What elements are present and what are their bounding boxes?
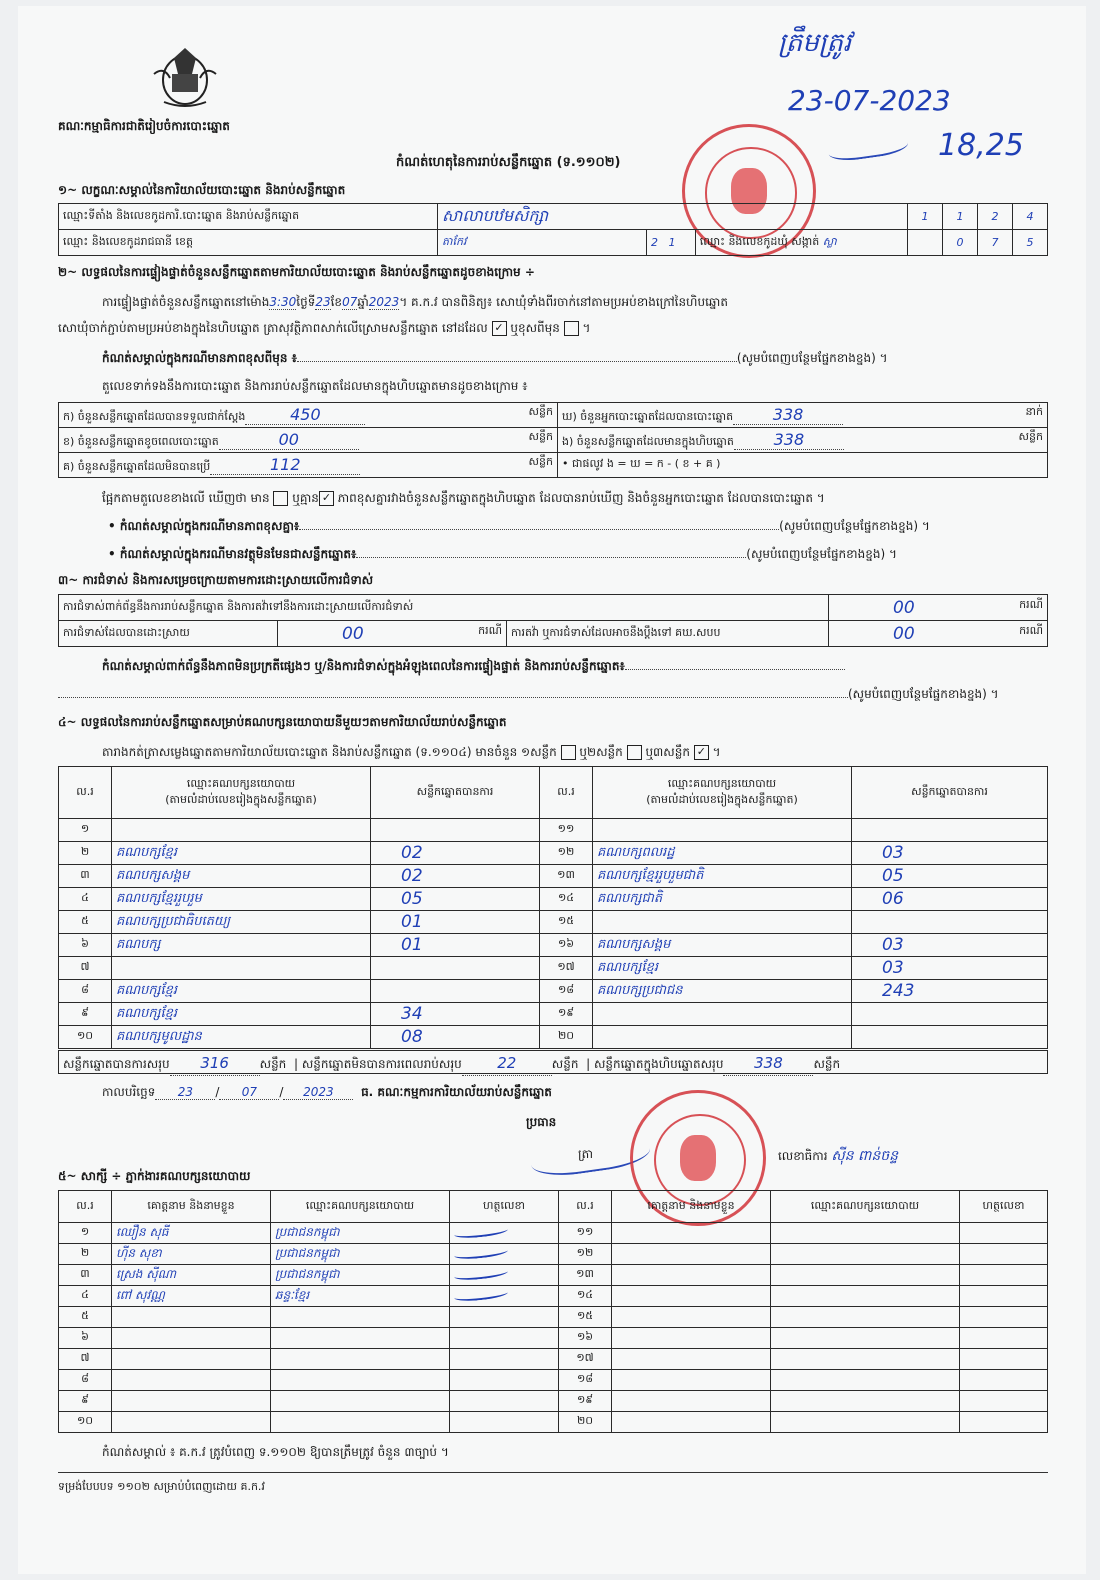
witness-name bbox=[612, 1244, 771, 1265]
row-no: ៤ bbox=[59, 888, 112, 911]
secretary-line: លេខាធិការ ស៊ីន ពាន់ចន្ទ bbox=[778, 1148, 899, 1164]
witness-signature bbox=[960, 1370, 1048, 1391]
objections-table bbox=[58, 594, 1048, 647]
party-name: គណបក្ស bbox=[112, 934, 371, 957]
witness-name: ពៅ សុវណ្ណ bbox=[112, 1286, 271, 1307]
witness-signature bbox=[450, 1223, 559, 1244]
party-name: គណបក្សខ្មែរ bbox=[112, 1003, 371, 1026]
resolved-count: 00 ករណី bbox=[278, 621, 507, 647]
col-no: ល.រ bbox=[59, 767, 112, 819]
figures-intro: តួលេខទាក់ទងនឹងការបោះឆ្នោត និងការរាប់សន្លឹកឆ្នោតដែលមានក្នុងហិបឆ្នោតមានដូចខាងក្រោម ៖ bbox=[102, 379, 528, 393]
witness-signature bbox=[960, 1349, 1048, 1370]
section4-title: ៤~ លទ្ធផលនៃការរាប់សន្លឹកឆ្នោតសម្រាប់គណបក្សនយោបាយនីមួយៗតាមការិយាល័យរាប់សន្លឹកឆ្នោត bbox=[58, 715, 507, 729]
party-name: គណបក្សខ្មែរ bbox=[112, 842, 371, 865]
witness-signature bbox=[450, 1391, 559, 1412]
location-digit-1: 1 bbox=[908, 204, 943, 230]
difference-remark: • កំណត់សម្គាល់ក្នុងករណីមានភាពខុសគ្នា៖ (សូមបំពេញបន្ថែមផ្នែកខាងខ្នង) ។ bbox=[108, 519, 930, 533]
row-no: ៥ bbox=[59, 911, 112, 934]
witness-no: ១៦ bbox=[559, 1328, 612, 1349]
party-name: គណបក្សមូលដ្ឋាន bbox=[112, 1026, 371, 1049]
party-result-row bbox=[59, 888, 1048, 911]
witness-no: ១ bbox=[59, 1223, 112, 1244]
row-no: ២០ bbox=[540, 1026, 593, 1049]
witness-party bbox=[771, 1370, 960, 1391]
signature-scribble bbox=[454, 1245, 509, 1261]
spoiled-ballots: ខ) ចំនួនសន្លឹកឆ្នោតខូចពេលបោះឆ្នោត 00 សន្លឹក bbox=[59, 428, 558, 453]
party-votes: 03 bbox=[852, 934, 1048, 957]
section2-title: ២~ លទ្ធផលនៃការផ្ទៀងផ្ទាត់ចំនួនសន្លឹកឆ្នោតតាមការិយាល័យបោះឆ្នោត និងរាប់សន្លឹកឆ្នោតដូចខាងក្រោម ÷ bbox=[58, 265, 535, 279]
difference-note: កំណត់សម្គាល់ក្នុងករណីមានភាពខុសពីមុន ៖ (សូមបំពេញបន្ថែមផ្នែកខាងខ្នង) ។ bbox=[102, 351, 888, 365]
party-name: គណបក្សខ្មែរ bbox=[593, 957, 852, 980]
witness-no: ៣ bbox=[59, 1265, 112, 1286]
witness-signature bbox=[450, 1265, 559, 1286]
w-col-party: ឈ្មោះគណបក្សនយោបាយ bbox=[271, 1191, 450, 1223]
province-digits: 2 1 bbox=[647, 230, 696, 256]
witness-no: ៧ bbox=[59, 1349, 112, 1370]
signature-scribble bbox=[454, 1266, 509, 1282]
party-result-row bbox=[59, 911, 1048, 934]
row-no: ១១ bbox=[540, 819, 593, 842]
witness-no: ១៥ bbox=[559, 1307, 612, 1328]
witness-name bbox=[612, 1223, 771, 1244]
form-title: កំណត់ហេតុនៃការរាប់សន្លឹកឆ្នោត (ទ.១១០២) bbox=[396, 155, 621, 170]
party-votes: 34 bbox=[371, 1003, 540, 1026]
party-name bbox=[593, 819, 852, 842]
witness-no: ១៣ bbox=[559, 1265, 612, 1286]
row-no: ១៦ bbox=[540, 934, 593, 957]
witness-no: ១៨ bbox=[559, 1370, 612, 1391]
witness-party bbox=[271, 1370, 450, 1391]
witness-table bbox=[58, 1190, 1048, 1433]
w-col-name-2: គោត្តនាម និងនាមខ្លួន bbox=[612, 1191, 771, 1223]
witness-name bbox=[112, 1328, 271, 1349]
commune-digit-1: 0 bbox=[943, 230, 978, 256]
party-votes: 06 bbox=[852, 888, 1048, 911]
witness-signature bbox=[960, 1265, 1048, 1286]
witness-signature bbox=[450, 1412, 559, 1433]
witness-row bbox=[59, 1370, 1048, 1391]
witness-signature bbox=[960, 1412, 1048, 1433]
location-value: សាលាបឋមសិក្សា bbox=[438, 204, 908, 230]
section5-title: ៥~ សាក្សី ÷ ភ្នាក់ងារគណបក្សនយោបាយ bbox=[58, 1169, 251, 1183]
footer-note: កំណត់សម្គាល់ ៖ គ.ក.វ ត្រូវបំពេញ ទ.១១០២ ឱ្យបានត្រឹមត្រូវ ចំនួន ៣ច្បាប់ ។ bbox=[102, 1445, 449, 1459]
witness-signature bbox=[960, 1307, 1048, 1328]
witness-no: ១១ bbox=[559, 1223, 612, 1244]
witness-signature bbox=[450, 1328, 559, 1349]
row-no: ២ bbox=[59, 842, 112, 865]
province-label: ឈ្មោះ និងលេខកូដរាជធានី ខេត្ត bbox=[59, 230, 438, 256]
signature-scribble bbox=[454, 1224, 509, 1240]
w-col-sig-2: ហត្ថលេខា bbox=[960, 1191, 1048, 1223]
witness-name bbox=[612, 1307, 771, 1328]
witness-no: ៦ bbox=[59, 1328, 112, 1349]
commune-digit-3: 5 bbox=[1013, 230, 1048, 256]
witness-party bbox=[271, 1412, 450, 1433]
witness-signature bbox=[450, 1286, 559, 1307]
one-sheet-checkbox[interactable] bbox=[561, 745, 576, 760]
witness-name bbox=[612, 1286, 771, 1307]
witness-party bbox=[771, 1286, 960, 1307]
party-votes bbox=[371, 819, 540, 842]
witness-no: ១៤ bbox=[559, 1286, 612, 1307]
witness-row bbox=[59, 1265, 1048, 1286]
witness-name bbox=[612, 1391, 771, 1412]
party-votes: 05 bbox=[852, 865, 1048, 888]
witness-no: ៩ bbox=[59, 1391, 112, 1412]
row-no: ១២ bbox=[540, 842, 593, 865]
witness-signature bbox=[450, 1370, 559, 1391]
party-name bbox=[112, 819, 371, 842]
appeal-label: ការតវ៉ា ឬការជំទាស់ដែលអាចនឹងប្តឹងទៅ គឃ.សបប bbox=[507, 621, 829, 647]
form-paper bbox=[18, 6, 1086, 1574]
witness-party bbox=[771, 1223, 960, 1244]
witness-name bbox=[612, 1349, 771, 1370]
party-votes: 01 bbox=[371, 911, 540, 934]
party-name bbox=[593, 911, 852, 934]
witness-signature bbox=[960, 1391, 1048, 1412]
party-result-row bbox=[59, 1026, 1048, 1049]
w-col-no-2: ល.រ bbox=[559, 1191, 612, 1223]
objection-count: 00 ករណី bbox=[829, 595, 1048, 621]
witness-name bbox=[612, 1328, 771, 1349]
witness-no: ២០ bbox=[559, 1412, 612, 1433]
party-votes: 05 bbox=[371, 888, 540, 911]
col-party-2: ឈ្មោះគណបក្សនយោបាយ (តាមលំដាប់លេខរៀងក្នុងសន្លឹកឆ្នោត) bbox=[593, 767, 852, 819]
party-result-row bbox=[59, 819, 1048, 842]
resolved-label: ការជំទាស់ដែលបានដោះស្រាយ bbox=[59, 621, 278, 647]
discrepancy-line: ផ្អែកតាមតួលេខខាងលើ ឃើញថា មាន ឬគ្មាន ✓ ភាពខុសគ្នារវាងចំនួនសន្លឹកឆ្នោតក្នុងហិបឆ្នោត ដែលបានរាប់ឃើញ និងចំនួនអ្នកបោះឆ្នោត ដែលបានបោះឆ្នោត ។ bbox=[102, 491, 825, 505]
party-result-row bbox=[59, 865, 1048, 888]
ballots-in-box: ង) ចំនួនសន្លឹកឆ្នោតដែលមានក្នុងហិបឆ្នោត 338 សន្លឹក bbox=[558, 428, 1048, 453]
witness-signature bbox=[450, 1307, 559, 1328]
witness-party bbox=[771, 1349, 960, 1370]
witness-row bbox=[59, 1349, 1048, 1370]
row-no: ១ bbox=[59, 819, 112, 842]
w-col-name: គោត្តនាម និងនាមខ្លួន bbox=[112, 1191, 271, 1223]
witness-no: ៨ bbox=[59, 1370, 112, 1391]
party-results-table bbox=[58, 766, 1048, 1049]
witness-row bbox=[59, 1412, 1048, 1433]
witness-party: ប្រជាជនកម្ពុជា bbox=[271, 1223, 450, 1244]
row-no: ៧ bbox=[59, 957, 112, 980]
location-digit-2: 1 bbox=[943, 204, 978, 230]
party-result-row bbox=[59, 934, 1048, 957]
col-votes: សន្លឹកឆ្នោតបានការ bbox=[371, 767, 540, 819]
irregularity-note: កំណត់សម្គាល់ពាក់ព័ន្ធនឹងភាពមិនប្រក្រតីផ្សេងៗ ឬ/និងការជំទាស់ក្នុងអំឡុងពេលនៃការផ្ទៀងផ្ទាត់ និងការរាប់សន្លឹកឆ្នោត៖ bbox=[102, 658, 1062, 676]
party-votes bbox=[852, 1026, 1048, 1049]
committee-name: គណៈកម្មាធិការជាតិរៀបចំការបោះឆ្នោត bbox=[58, 119, 230, 133]
commune-label: ឈ្មោះ និងលេខកូដឃុំ សង្កាត់ ស្លា bbox=[695, 230, 907, 256]
witness-party bbox=[771, 1412, 960, 1433]
section1-title: ១~ លក្ខណៈសម្គាល់នៃការិយាល័យបោះឆ្នោត និងរាប់សន្លឹកឆ្នោត bbox=[58, 183, 346, 197]
party-rows bbox=[59, 819, 1048, 1049]
unused-ballots: គ) ចំនួនសន្លឹកឆ្នោតដែលមិនបានប្រើ 112 សន្លឹក bbox=[59, 453, 558, 478]
party-votes: 02 bbox=[371, 865, 540, 888]
witness-name bbox=[112, 1370, 271, 1391]
col-party: ឈ្មោះគណបក្សនយោបាយ (តាមលំដាប់លេខរៀងក្នុងសន្លឹកឆ្នោត) bbox=[112, 767, 371, 819]
witness-name bbox=[112, 1391, 271, 1412]
witness-party: ឆន្ទៈខ្មែរ bbox=[271, 1286, 450, 1307]
witness-row bbox=[59, 1391, 1048, 1412]
party-votes: 08 bbox=[371, 1026, 540, 1049]
party-name bbox=[593, 1003, 852, 1026]
non-ballot-remark: • កំណត់សម្គាល់ក្នុងករណីមានវត្ថុមិនមែនជាសន្លឹកឆ្នោត៖ (សូមបំពេញបន្ថែមផ្នែកខាងខ្នង) ។ bbox=[108, 547, 897, 561]
witness-signature bbox=[960, 1328, 1048, 1349]
witness-party: ប្រជាជនកម្ពុជា bbox=[271, 1265, 450, 1286]
witness-name: ស្រេង ស៊ីណា bbox=[112, 1265, 271, 1286]
chair-label: ប្រធាន bbox=[526, 1115, 557, 1129]
party-name bbox=[112, 957, 371, 980]
witness-party bbox=[771, 1265, 960, 1286]
totals-line: សន្លឹកឆ្នោតបានការសរុប 316 សន្លឹក | សន្លឹកឆ្នោតមិនបានការពេលរាប់សរុប 22 សន្លឹក | សន្លឹកឆ្នោតក្នុងហិបឆ្នោតសរុប 338 សន្លឹក bbox=[58, 1050, 1048, 1074]
witness-no: ១០ bbox=[59, 1412, 112, 1433]
approval-time: 18,25 bbox=[938, 128, 1024, 163]
witness-rows bbox=[59, 1223, 1048, 1433]
row-no: ៣ bbox=[59, 865, 112, 888]
two-sheets-checkbox[interactable] bbox=[627, 745, 642, 760]
received-ballots: ក) ចំនួនសន្លឹកឆ្នោតដែលបានទទួលជាក់ស្តែង 450 សន្លឹក bbox=[59, 403, 558, 428]
witness-party bbox=[271, 1328, 450, 1349]
witness-no: ១៩ bbox=[559, 1391, 612, 1412]
witness-no: ៥ bbox=[59, 1307, 112, 1328]
witness-name bbox=[612, 1265, 771, 1286]
location-label: ឈ្មោះទីតាំង និងលេខកូដការិ.បោះឆ្នោត និងរាប់សន្លឹកឆ្នោត bbox=[59, 204, 438, 230]
row-no: ១៤ bbox=[540, 888, 593, 911]
footer-divider bbox=[58, 1472, 1048, 1473]
witness-row bbox=[59, 1223, 1048, 1244]
col-no-2: ល.រ bbox=[540, 767, 593, 819]
party-result-row bbox=[59, 980, 1048, 1003]
row-no: ៨ bbox=[59, 980, 112, 1003]
party-votes bbox=[852, 911, 1048, 934]
verification-line-1: ការផ្ទៀងផ្ទាត់ចំនួនសន្លឹកឆ្នោតនៅម៉ោង3:30ថ្ងៃទី23ខែ07ឆ្នាំ2023។ គ.ក.វ បានពិនិត្យ៖ សោឃុំទាំងពីរចាក់នៅតាមប្រអប់ខាងក្រៅនៃហិបឆ្នោត bbox=[102, 295, 728, 309]
witness-name bbox=[112, 1307, 271, 1328]
nec-logo bbox=[144, 44, 226, 110]
witness-name bbox=[112, 1349, 271, 1370]
verification-line-2: សោឃុំចាក់ភ្ជាប់តាមប្រអប់ខាងក្នុងនៃហិបឆ្នោត ត្រាសុវត្ថិភាពសាក់លើស្រោមសន្លឹកឆ្នោត នៅដដែល ✓ ឬខុសពីមុន ។ bbox=[58, 321, 591, 335]
row-no: ១៧ bbox=[540, 957, 593, 980]
party-name: គណបក្សខ្មែរ bbox=[112, 980, 371, 1003]
irregularity-fill: (សូមបំពេញបន្ថែមផ្នែកខាងខ្នង) ។ bbox=[58, 686, 1062, 704]
voters-voted: ឃ) ចំនួនអ្នកបោះឆ្នោតដែលបានបោះឆ្នោត 338 នាក់ bbox=[558, 403, 1048, 428]
witness-signature bbox=[960, 1286, 1048, 1307]
witness-signature bbox=[450, 1349, 559, 1370]
witness-row bbox=[59, 1244, 1048, 1265]
party-name: គណបក្សខ្មែររួបរួមជាតិ bbox=[593, 865, 852, 888]
row-no: ១៨ bbox=[540, 980, 593, 1003]
approval-word: ត្រឹមត្រូវ bbox=[778, 28, 852, 58]
row-no: ៦ bbox=[59, 934, 112, 957]
has-difference-checkbox[interactable] bbox=[273, 491, 288, 506]
chair-stamp-label: ត្រា bbox=[578, 1147, 593, 1161]
tally-sheet-line: តារាងកត់ត្រាសម្លេងឆ្នោតតាមការិយាល័យបោះឆ្នោត និងរាប់សន្លឹកឆ្នោត (ទ.១១០៤) មានចំនួន ១សន្លឹក ឬ២សន្លឹក ឬ៣សន្លឹក ✓ ។ bbox=[102, 745, 721, 759]
date-line: កាលបរិច្ឆេទ 23 / 07 / 2023 ធ. គណៈកម្មការការិយាល័យរាប់សន្លឹកឆ្នោត bbox=[102, 1085, 552, 1099]
witness-name bbox=[612, 1412, 771, 1433]
witness-party: ប្រជាជនកម្ពុជា bbox=[271, 1244, 450, 1265]
party-votes: 03 bbox=[852, 957, 1048, 980]
witness-no: ២ bbox=[59, 1244, 112, 1265]
commune-digit-2: 7 bbox=[978, 230, 1013, 256]
witness-signature bbox=[450, 1244, 559, 1265]
witness-row bbox=[59, 1307, 1048, 1328]
witness-row bbox=[59, 1286, 1048, 1307]
witness-row bbox=[59, 1328, 1048, 1349]
party-name bbox=[593, 1026, 852, 1049]
party-name: គណបក្សប្រជាធិបតេយ្យ bbox=[112, 911, 371, 934]
row-no: ១៥ bbox=[540, 911, 593, 934]
three-sheets-checkbox[interactable]: ✓ bbox=[694, 745, 709, 760]
row-no: ៩ bbox=[59, 1003, 112, 1026]
witness-name: ហ៊ីន សុខា bbox=[112, 1244, 271, 1265]
party-name: គណបក្សខ្មែររួបរួម bbox=[112, 888, 371, 911]
party-votes: 03 bbox=[852, 842, 1048, 865]
witness-party bbox=[771, 1307, 960, 1328]
witness-party bbox=[271, 1349, 450, 1370]
no-difference-checkbox[interactable]: ✓ bbox=[319, 491, 334, 506]
witness-no: ៤ bbox=[59, 1286, 112, 1307]
party-votes bbox=[852, 819, 1048, 842]
witness-name: ឈឿន សុធី bbox=[112, 1223, 271, 1244]
witness-name bbox=[112, 1412, 271, 1433]
section3-title: ៣~ ការជំទាស់ និងការសម្រេចក្រោយតាមការដោះស្រាយលើការជំទាស់ bbox=[58, 573, 374, 587]
party-votes: 02 bbox=[371, 842, 540, 865]
witness-party bbox=[771, 1328, 960, 1349]
witness-party bbox=[271, 1307, 450, 1328]
section1-table bbox=[58, 203, 1048, 256]
party-result-row bbox=[59, 957, 1048, 980]
changed-checkbox[interactable] bbox=[564, 321, 579, 336]
col-votes-2: សន្លឹកឆ្នោតបានការ bbox=[852, 767, 1048, 819]
witness-no: ១២ bbox=[559, 1244, 612, 1265]
witness-party bbox=[771, 1391, 960, 1412]
party-votes: 01 bbox=[371, 934, 540, 957]
province-value: តាកែវ bbox=[438, 230, 647, 256]
witness-party bbox=[271, 1391, 450, 1412]
party-votes: 243 bbox=[852, 980, 1048, 1003]
figures-table bbox=[58, 402, 1048, 478]
row-no: ១៣ bbox=[540, 865, 593, 888]
witness-signature bbox=[960, 1244, 1048, 1265]
approval-date: 23-07-2023 bbox=[788, 84, 951, 117]
party-result-row bbox=[59, 842, 1048, 865]
row-no: ១០ bbox=[59, 1026, 112, 1049]
party-name: គណបក្សប្រជាជន bbox=[593, 980, 852, 1003]
witness-name bbox=[612, 1370, 771, 1391]
formula: • ជាផលូវ ង = ឃ = ក - ( ខ + គ ) bbox=[558, 453, 1048, 478]
signature-scribble bbox=[454, 1287, 509, 1303]
party-votes bbox=[852, 1003, 1048, 1026]
w-col-party-2: ឈ្មោះគណបក្សនយោបាយ bbox=[771, 1191, 960, 1223]
party-result-row bbox=[59, 1003, 1048, 1026]
objection-count-label: ការជំទាស់ពាក់ព័ន្ធនឹងការរាប់សន្លឹកឆ្នោត និងការតវ៉ាទៅនឹងការដោះស្រាយលើការជំទាស់ bbox=[59, 595, 829, 621]
party-name: គណបក្សជាតិ bbox=[593, 888, 852, 911]
appeal-count: 00 ករណី bbox=[829, 621, 1048, 647]
witness-party bbox=[771, 1244, 960, 1265]
party-name: គណបក្សពលរដ្ឋ bbox=[593, 842, 852, 865]
party-name: គណបក្សសង្គម bbox=[112, 865, 371, 888]
party-name: គណបក្សសង្គម bbox=[593, 934, 852, 957]
location-digit-4: 4 bbox=[1013, 204, 1048, 230]
w-col-sig: ហត្ថលេខា bbox=[450, 1191, 559, 1223]
approval-signature bbox=[827, 129, 910, 164]
unchanged-checkbox[interactable]: ✓ bbox=[492, 321, 507, 336]
w-col-no: ល.រ bbox=[59, 1191, 112, 1223]
party-votes bbox=[371, 980, 540, 1003]
witness-no: ១៧ bbox=[559, 1349, 612, 1370]
location-digit-3: 2 bbox=[978, 204, 1013, 230]
witness-signature bbox=[960, 1223, 1048, 1244]
row-no: ១៩ bbox=[540, 1003, 593, 1026]
party-votes bbox=[371, 957, 540, 980]
form-id: ទម្រង់បែបបទ ១១០២ សម្រាប់បំពេញដោយ គ.ក.វ bbox=[58, 1480, 265, 1493]
